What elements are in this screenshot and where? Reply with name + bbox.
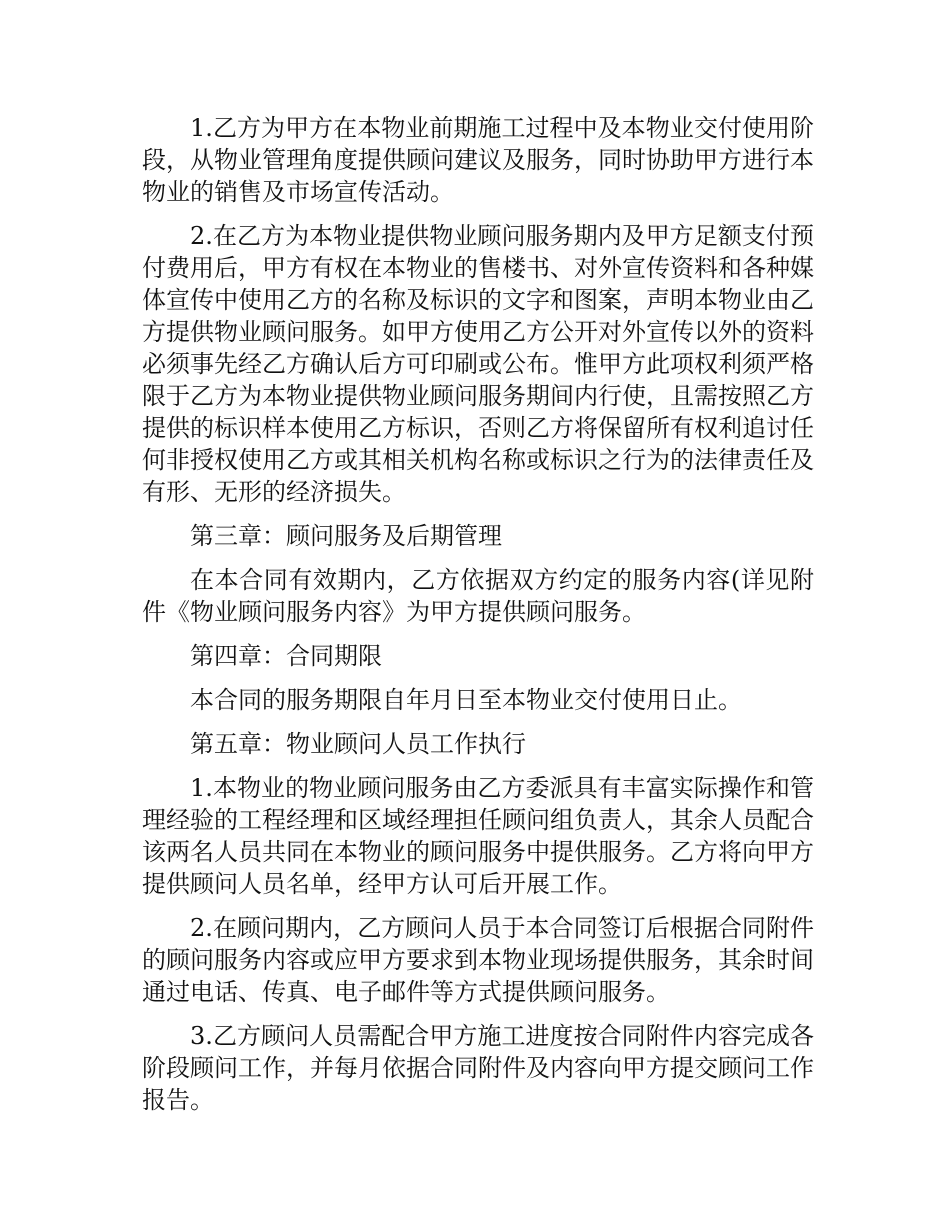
paragraph-1: 1.乙方为甲方在本物业前期施工过程中及本物业交付使用阶段，从物业管理角度提供顾问建议及服务，同时协助甲方进行本物业的销售及市场宣传活动。	[142, 114, 814, 206]
paragraph-chapter-5-item-2: 2.在顾问期内，乙方顾问人员于本合同签订后根据合同附件的顾问服务内容或应甲方要求到本物业现场提供服务，其余时间通过电话、传真、电子邮件等方式提供顾问服务。	[142, 914, 814, 1006]
paragraph-chapter-3: 在本合同有效期内，乙方依据双方约定的服务内容(详见附件《物业顾问服务内容》为甲方提供顾问服务。	[142, 566, 814, 626]
paragraph-chapter-4: 本合同的服务期限自年月日至本物业交付使用日止。	[190, 686, 742, 714]
chapter-4-heading: 第四章：合同期限	[190, 642, 382, 670]
paragraph-chapter-5-item-3: 3.乙方顾问人员需配合甲方施工进度按合同附件内容完成各阶段顾问工作，并每月依据合同附件及内容向甲方提交顾问工作报告。	[142, 1022, 814, 1114]
paragraph-chapter-5-item-1: 1.本物业的物业顾问服务由乙方委派具有丰富实际操作和管理经验的工程经理和区域经理担任顾问组负责人，其余人员配合该两名人员共同在本物业的顾问服务中提供服务。乙方将向甲方提供顾问人员名单，经甲方认可后开展工作。	[142, 774, 814, 898]
chapter-3-heading: 第三章：顾问服务及后期管理	[190, 522, 502, 550]
chapter-5-heading: 第五章：物业顾问人员工作执行	[190, 730, 526, 758]
document-page	[142, 112, 814, 1128]
paragraph-2: 2.在乙方为本物业提供物业顾问服务期内及甲方足额支付预付费用后，甲方有权在本物业的售楼书、对外宣传资料和各种媒体宣传中使用乙方的名称及标识的文字和图案，声明本物业由乙方提供物业顾问服务。如甲方使用乙方公开对外宣传以外的资料必须事先经乙方确认后方可印刷或公布。惟甲方此项权利须严格限于乙方为本物业提供物业顾问服务期间内行使，且需按照乙方提供的标识样本使用乙方标识，否则乙方将保留所有权利追讨任何非授权使用乙方或其相关机构名称或标识之行为的法律责任及有形、无形的经济损失。	[142, 222, 814, 506]
